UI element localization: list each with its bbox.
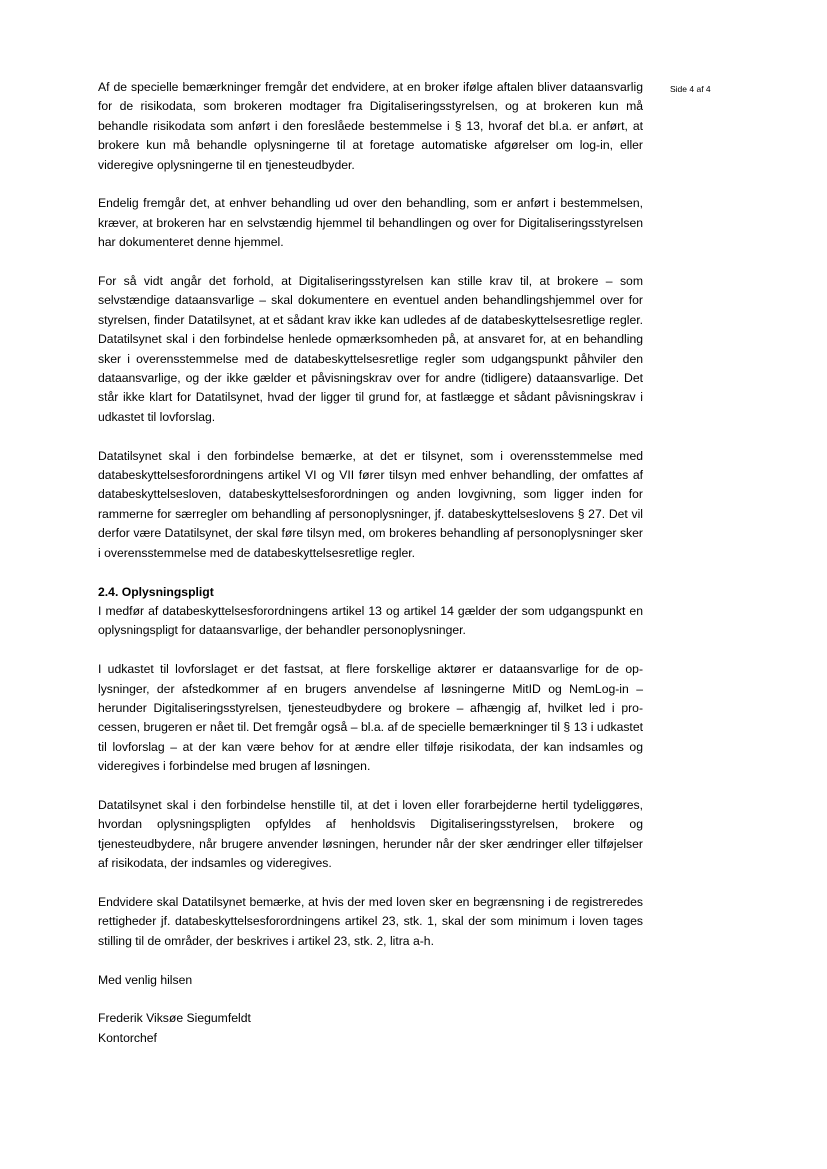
page-number: Side 4 af 4: [670, 84, 711, 94]
letter-body: [98, 78, 643, 1048]
section-heading-oplysningspligt: 2.4. Oplysningspligt: [98, 584, 214, 599]
paragraph-rights-restriction: Endvidere skal Datatilsynet bemærke, at hvis der med loven sker en begrænsning i de registreredes rettigheder jf. databeskyttelsesforordningens artikel 23, stk. 1, skal der som minimum i loven tages stilling til de områder, der beskrives i artikel 23, stk. 2, litra a-h.: [98, 894, 643, 948]
paragraph-documentation-requirement: For så vidt angår det forhold, at Digitaliseringsstyrelsen kan stille krav til, at brokere – som selvstændige dataansvarlige – skal dokumentere en eventuel anden behandlingshjemmel over for styrelsen, finder Datatilsynet, at et sådant krav ikke kan udledes af de databeskyttelsesretlige regler. Datatilsynet skal i den forbindelse henlede opmærksomheden på, at ansvaret for, at en behandling sker i overensstemmelse med de databeskyttelsesretlige regler som udgangspunkt påhviler den dataansvarlige, og der ikke gælder et påvisningskrav over for andre (tidligere) dataansvarlige. Det står ikke klart for Datatilsynet, hvad der ligger til grund for, at fastlægge et sådant påvisningskrav i udkastet til lovforslag.: [98, 274, 643, 424]
paragraph-broker-data-responsibility: Af de specielle bemærkninger fremgår det endvidere, at en broker ifølge aftalen bliver dataansvarlig for de risikodata, som brokeren modtager fra Digitaliseringsstyrelsen, og at brokeren kun må behandle risikodata som anført i den foreslåede bestemmelse i § 13, hvoraf det bl.a. er anført, at brokere kun må behandle oplysningerne til at foretage automatiske afgørelser om log-in, eller videregive oplysningerne til en tjenesteudbyder.: [98, 80, 643, 172]
closing-greeting: Med venlig hilsen: [98, 972, 193, 987]
signature-block: [98, 1009, 643, 1048]
paragraph-processing-beyond-scope: Endelig fremgår det, at enhver behandling ud over den behandling, som er anført i bestemmelsen, kræver, at brokeren har en selvstændig hjemmel til behandlingen og over for Digitaliseringsstyrelsen har dokumenteret denne hjemmel.: [98, 196, 643, 250]
paragraph-multiple-controllers: I udkastet til lovforslaget er det fastsat, at flere forskellige aktører er dataansvarlige for de oplysninger, der afstedkommer af en brugers anvendelse af løsningerne MitID og NemLog-in – herunder Digitaliseringsstyrelsen, tjenesteudbydere og brokere – afhængig af, hvilket led i processen, brugeren er nået til. Det fremgår også – bl.a. af de specielle bemærkninger til § 13 i udkastet til lovforslag – at der kan være behov for at ændre eller tilføje risikodata, der kan indsamles og videregives i forbindelse med brugen af løsningen.: [98, 662, 643, 774]
signatory-title: Kontorchef: [98, 1030, 157, 1045]
paragraph-supervision: Datatilsynet skal i den forbindelse bemærke, at det er tilsynet, som i overensstemmelse med databeskyttelsesforordningens artikel VI og VII fører tilsyn med enhver behandling, der omfattes af databeskyttelsesloven, databeskyttelsesforordningen og anden lovgivning, som ligger inden for rammerne for særregler om behandling af personoplysninger, jf. databeskyttelseslovens § 27. Det vil derfor være Datatilsynet, der skal føre tilsyn med, om brokeres behandling af personoplysninger sker i overensstemmelse med de databeskyttelsesretlige regler.: [98, 448, 643, 560]
paragraph-recommendation: Datatilsynet skal i den forbindelse henstille til, at det i loven eller forarbejderne hertil tydeliggøres, hvordan oplysningspligten opfyldes af henholdsvis Digitaliseringsstyrelsen, brokere og tjenesteudbydere, når brugere anvender løsningen, herunder når der sker ændringer eller tilføjelser af risikodata, der indsamles og videregives.: [98, 797, 643, 871]
signatory-name: Frederik Viksøe Siegumfeldt: [98, 1011, 251, 1026]
paragraph-duty-to-inform: I medfør af databeskyttelsesforordningens artikel 13 og artikel 14 gælder der som udgangspunkt en oplysningspligt for dataansvarlige, der behandler personoplysninger.: [98, 603, 643, 638]
